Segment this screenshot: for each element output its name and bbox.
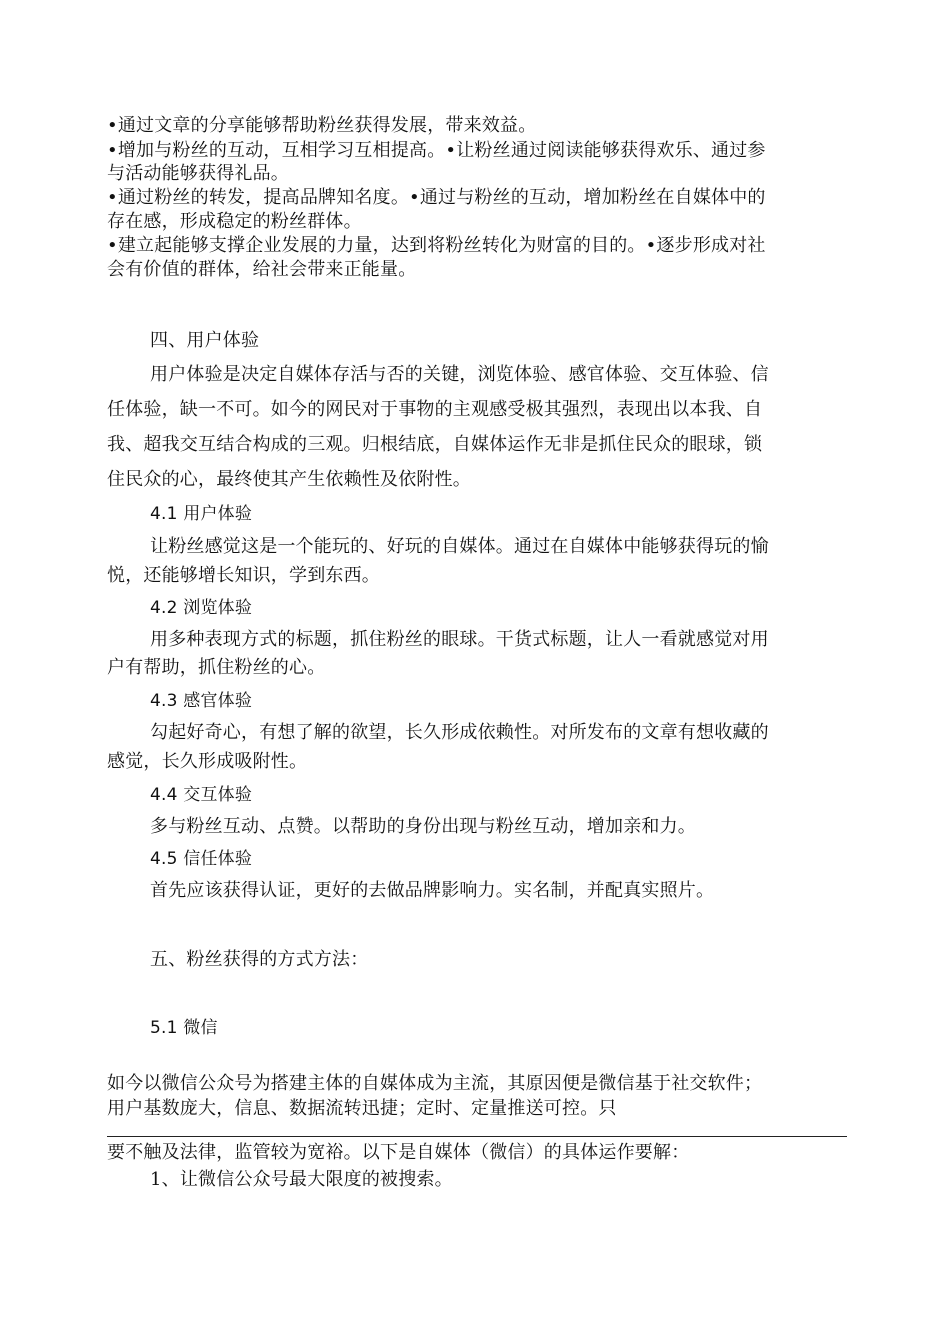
paragraph-line: 多与粉丝互动、点赞。以帮助的身份出现与粉丝互动，增加亲和力。 bbox=[150, 816, 696, 837]
paragraph-line: 首先应该获得认证，更好的去做品牌影响力。实名制，并配真实照片。 bbox=[150, 880, 715, 901]
bullet-line: •建立起能够支撑企业发展的力量，达到将粉丝转化为财富的目的。•逐步形成对社 bbox=[107, 235, 766, 256]
paragraph-line: 住民众的心，最终使其产生依赖性及依附性。 bbox=[107, 469, 471, 490]
subsection-title: 4.3 感官体验 bbox=[150, 691, 253, 711]
list-item: 1、让微信公众号最大限度的被搜索。 bbox=[150, 1169, 453, 1190]
paragraph-line: 用户基数庞大，信息、数据流转迅捷；定时、定量推送可控。只 bbox=[107, 1098, 617, 1119]
paragraph-line: 我、超我交互结合构成的三观。归根结底，自媒体运作无非是抓住民众的眼球，锁 bbox=[107, 434, 763, 455]
bullet-line: •通过文章的分享能够帮助粉丝获得发展，带来效益。 bbox=[107, 115, 537, 136]
subsection-title: 4.2 浏览体验 bbox=[150, 598, 253, 618]
paragraph-line: 任体验，缺一不可。如今的网民对于事物的主观感受极其强烈，表现出以本我、自 bbox=[107, 399, 763, 420]
paragraph-line: 用多种表现方式的标题，抓住粉丝的眼球。干货式标题，让人一看就感觉对用 bbox=[150, 629, 769, 650]
bullet-line: 存在感，形成稳定的粉丝群体。 bbox=[107, 211, 362, 232]
subsection-title: 4.4 交互体验 bbox=[150, 785, 253, 805]
subsection-title: 4.1 用户体验 bbox=[150, 504, 253, 524]
paragraph-line: 勾起好奇心，有想了解的欲望，长久形成依赖性。对所发布的文章有想收藏的 bbox=[150, 722, 769, 743]
subsection-title: 4.5 信任体验 bbox=[150, 849, 253, 869]
paragraph-line: 户有帮助，抓住粉丝的心。 bbox=[107, 657, 326, 678]
paragraph-line: 悦，还能够增长知识，学到东西。 bbox=[107, 565, 380, 586]
horizontal-rule bbox=[107, 1136, 847, 1137]
section-heading: 五、粉丝获得的方式方法： bbox=[150, 949, 369, 970]
paragraph-line: 让粉丝感觉这是一个能玩的、好玩的自媒体。通过在自媒体中能够获得玩的愉 bbox=[150, 536, 769, 557]
subsection-title: 5.1 微信 bbox=[150, 1018, 218, 1038]
bullet-line: 与活动能够获得礼品。 bbox=[107, 163, 289, 184]
paragraph-line: 感觉，长久形成吸附性。 bbox=[107, 751, 308, 772]
paragraph-line: 要不触及法律，监管较为宽裕。以下是自媒体（微信）的具体运作要解： bbox=[107, 1142, 690, 1163]
bullet-line: •通过粉丝的转发，提高品牌知名度。•通过与粉丝的互动，增加粉丝在自媒体中的 bbox=[107, 187, 766, 208]
bullet-line: •增加与粉丝的互动，互相学习互相提高。•让粉丝通过阅读能够获得欢乐、通过参 bbox=[107, 140, 766, 161]
paragraph-line: 用户体验是决定自媒体存活与否的关键，浏览体验、感官体验、交互体验、信 bbox=[150, 364, 769, 385]
paragraph-line: 如今以微信公众号为搭建主体的自媒体成为主流，其原因便是微信基于社交软件； bbox=[107, 1073, 763, 1094]
section-heading: 四、用户体验 bbox=[150, 330, 260, 351]
bullet-line: 会有价值的群体，给社会带来正能量。 bbox=[107, 259, 417, 280]
